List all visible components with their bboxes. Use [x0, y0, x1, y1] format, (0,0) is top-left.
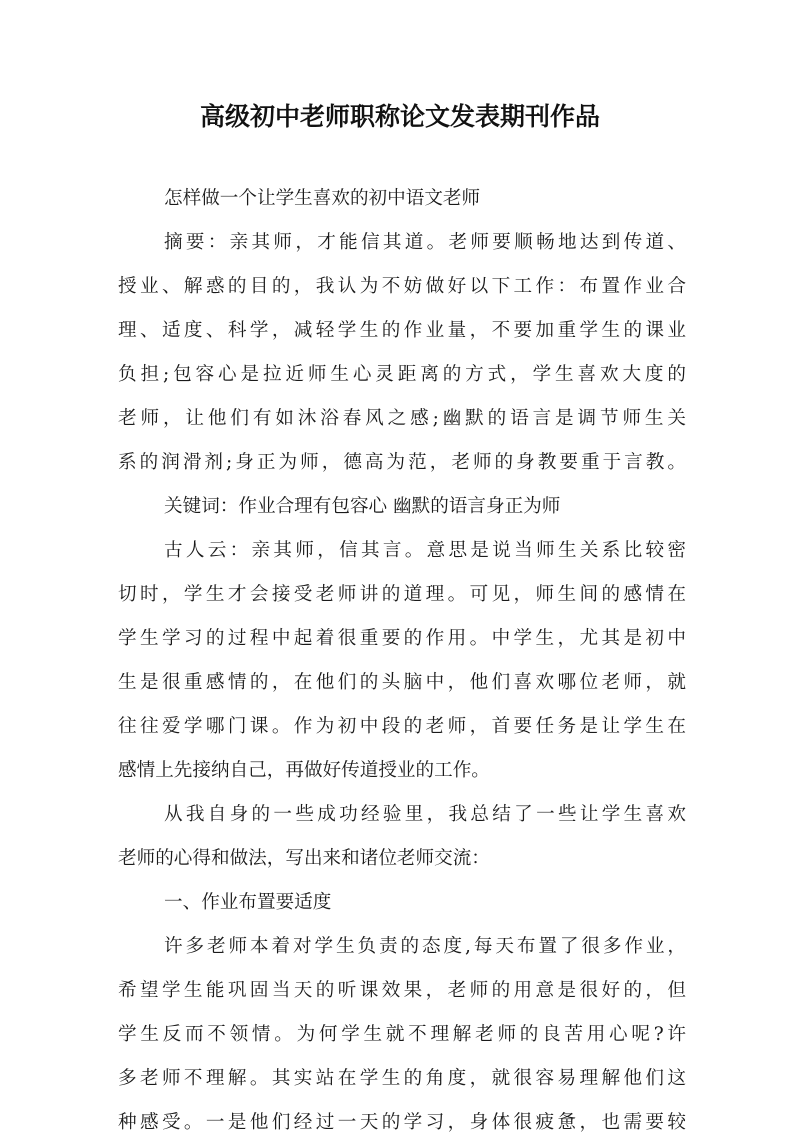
paragraph-line: 切时，学生才会接受老师讲的道理。可见，师生间的感情在: [118, 584, 686, 605]
abstract-line: 老师，让他们有如沐浴春风之感;幽默的语言是调节师生关: [118, 408, 686, 429]
abstract-line: 系的润滑剂;身正为师，德高为范，老师的身教要重于言教。: [118, 452, 686, 473]
paragraph-line: 多老师不理解。其实站在学生的角度，就很容易理解他们这: [118, 1068, 686, 1089]
abstract-line: 负担;包容心是拉近师生心灵距离的方式，学生喜欢大度的: [118, 364, 686, 385]
paragraph-line: 学生学习的过程中起着很重要的作用。中学生，尤其是初中: [118, 628, 686, 649]
paragraph-line: 老师的心得和做法，写出来和诸位老师交流：: [118, 848, 490, 869]
section-heading: 一、作业布置要适度: [164, 892, 332, 913]
abstract-line: 授业、解惑的目的，我认为不妨做好以下工作：布置作业合: [118, 276, 686, 297]
paragraph-line: 古人云：亲其师，信其言。意思是说当师生关系比较密: [164, 540, 686, 561]
paragraph-line: 学生反而不领情。为何学生就不理解老师的良苦用心呢?许: [118, 1024, 686, 1045]
keywords-line: 关键词：作业合理有包容心 幽默的语言身正为师: [164, 496, 561, 517]
paragraph-line: 种感受。一是他们经过一天的学习，身体很疲惫，也需要较: [118, 1112, 686, 1133]
paragraph-line: 许多老师本着对学生负责的态度,每天布置了很多作业，: [164, 936, 686, 957]
paragraph-line: 希望学生能巩固当天的听课效果，老师的用意是很好的，但: [118, 980, 686, 1001]
paragraph-line: 从我自身的一些成功经验里，我总结了一些让学生喜欢: [164, 804, 686, 825]
paragraph-line: 感情上先接纳自己，再做好传道授业的工作。: [118, 760, 490, 781]
paragraph-line: 生是很重感情的，在他们的头脑中，他们喜欢哪位老师，就: [118, 672, 686, 693]
article-title: 怎样做一个让学生喜欢的初中语文老师: [164, 188, 481, 209]
abstract-line: 摘要：亲其师，才能信其道。老师要顺畅地达到传道、: [164, 232, 686, 253]
abstract-line: 理、适度、科学，减轻学生的作业量，不要加重学生的课业: [118, 320, 686, 341]
paragraph-line: 往往爱学哪门课。作为初中段的老师，首要任务是让学生在: [118, 716, 686, 737]
document-title: 高级初中老师职称论文发表期刊作品: [199, 102, 600, 131]
